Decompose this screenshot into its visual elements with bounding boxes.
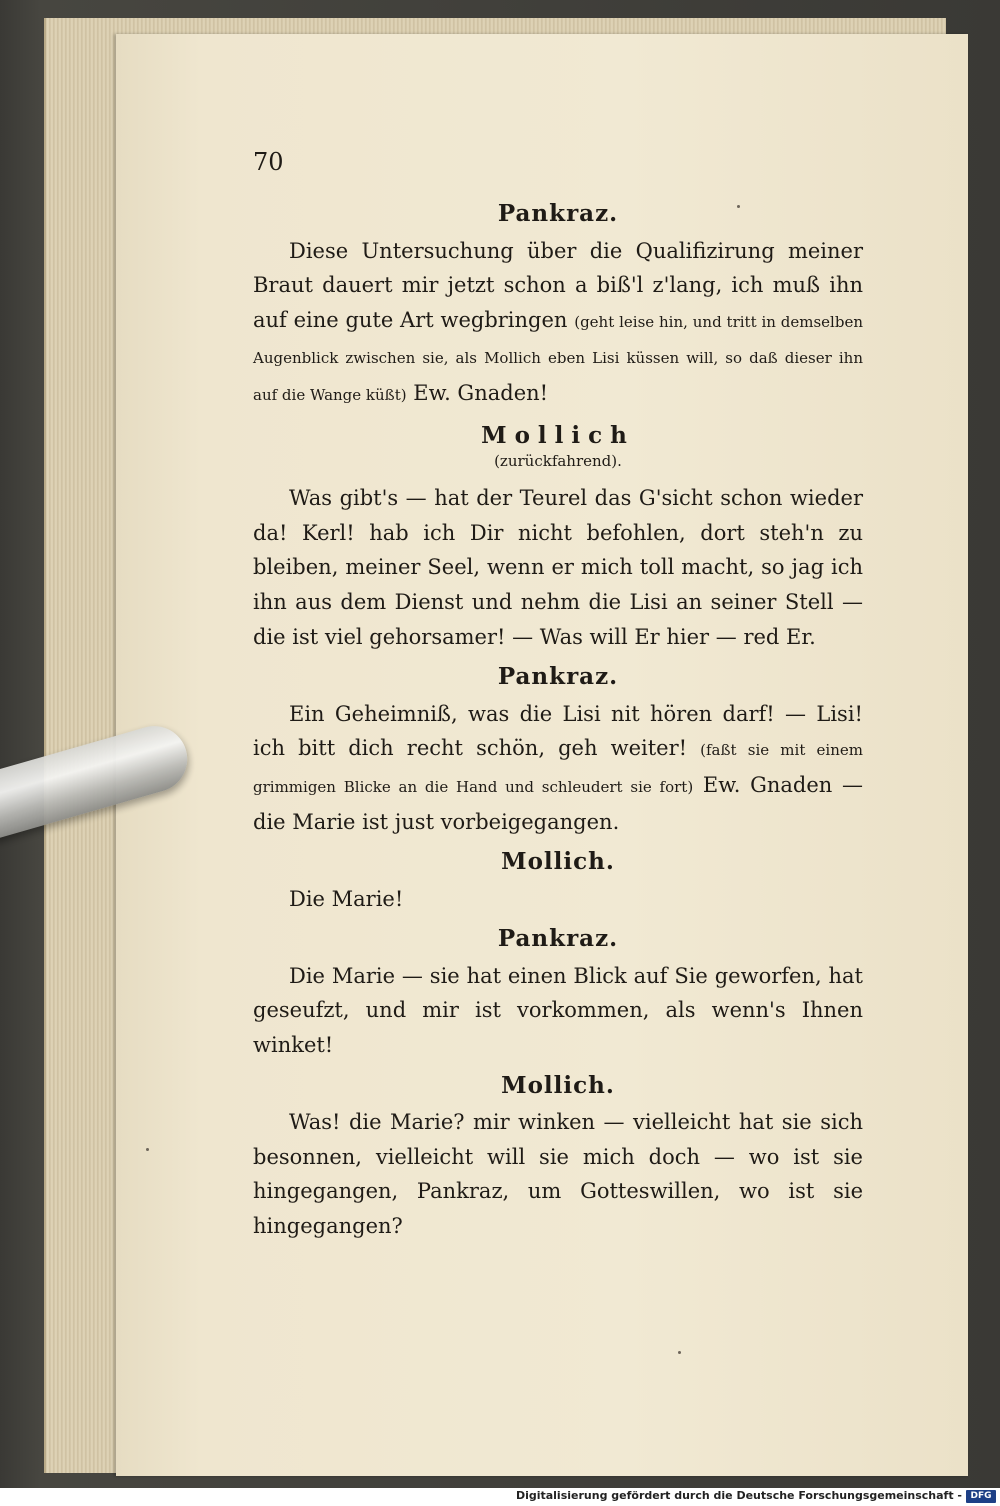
speaker-name: Pankraz. (497, 663, 619, 691)
paper-speck (737, 205, 740, 208)
dialogue-text: Was! die Marie? mir winken — vielleicht hat sie sich besonnen, vielleicht will sie mich doch — wo ist sie hingegangen, Pankraz, um Gotteswillen, wo ist sie hingegangen? (253, 1110, 863, 1239)
dialogue-text: Ew. Gnaden — die Marie ist just vorbeigegangen. (253, 772, 864, 834)
dialogue-paragraph (253, 1105, 863, 1243)
dialogue-text: Die Marie — sie hat einen Blick auf Sie geworfen, hat geseufzt, und mir ist vorkommen, als wenn's Ihnen winket! (253, 963, 863, 1058)
dialogue-text: Diese Untersuchung über die Qualifizirung meiner Braut dauert mir jetzt schon a biß'l z'lang, ich muß ihn auf eine gute Art wegbringen (253, 238, 863, 332)
page-text (253, 145, 863, 1244)
dialogue-text: Was gibt's — hat der Teurel das G'sicht schon wieder da! Kerl! hab ich Dir nicht befohlen, dort steh'n zu bleiben, meiner Seel, wenn er mich toll macht, so jag ich ihn aus dem Dienst und nehm die Lisi an seiner Stell — die ist viel gehorsamer! — Was will Er hier — red Er. (253, 486, 863, 649)
page-number: 70 (253, 148, 284, 176)
dialogue-paragraph (253, 234, 863, 413)
speaker-name: Pankraz. (497, 925, 619, 953)
dialogue-text: Ein Geheimniß, was die Lisi nit hören darf! — Lisi! ich bitt dich recht schön, geh weiter! (253, 701, 863, 761)
dialogue-paragraph (253, 882, 863, 917)
footer-bar (0, 1488, 1000, 1506)
dialogue-paragraph (253, 959, 863, 1063)
dialogue-paragraph (253, 481, 863, 654)
speaker-name: Pankraz. (497, 200, 619, 227)
dialogue-text: Ew. Gnaden! (406, 380, 549, 405)
paper-speck (678, 1351, 681, 1354)
speaker-name: Mollich. (501, 848, 615, 876)
stage-direction: (geht leise hin, und tritt in demselben Augenblick zwischen sie, als Mollich eben Lisi küssen will, so daß dieser ihn auf die Wange küßt) (253, 312, 863, 404)
stage-direction: (faßt sie mit einem grimmigen Blicke an die Hand und schleudert sie fort) (253, 741, 863, 796)
speaker-name: Mollich. (501, 1071, 615, 1099)
dfg-logo: DFG (966, 1490, 996, 1503)
dialogue-text: Die Marie! (289, 886, 404, 911)
paper-speck (146, 1148, 149, 1151)
footer-credit: Digitalisierung gefördert durch die Deutsche Forschungsgemeinschaft - (515, 1489, 962, 1502)
dialogue-paragraph (253, 697, 863, 839)
speaker-name: Mollich (481, 421, 635, 449)
stage-direction: (zurückfahrend). (494, 452, 622, 471)
